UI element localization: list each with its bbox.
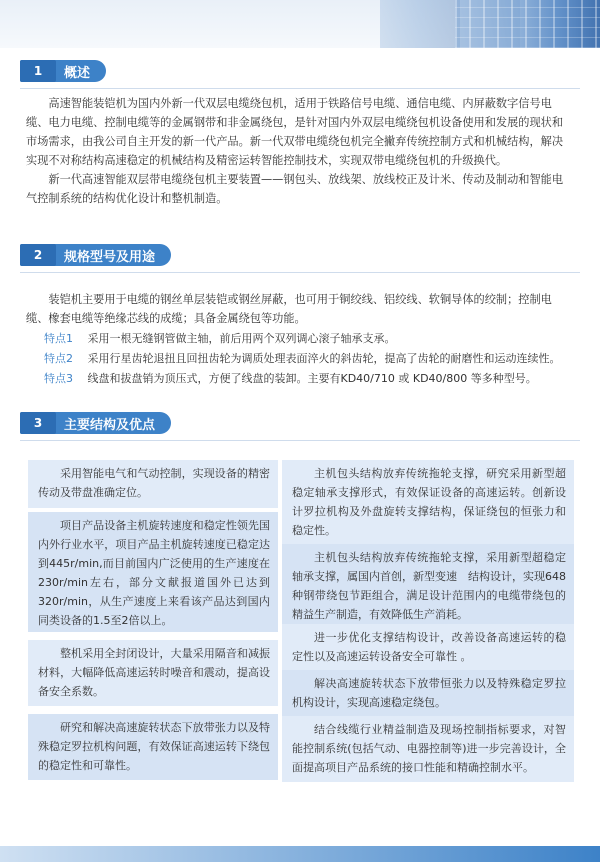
advantage-box-right-4: 解决高速旋转状态下放带恒张力以及特殊稳定罗拉机构设计，实现高速稳定绕包。 — [282, 670, 574, 716]
advantage-box-right-2: 主机包头结构放弃传统拖轮支撑，采用新型超稳定轴承支撑，属国内首创，新型变速 结构设计，实现648种钢带绕包节距组合，满足设计范围内的电缆带绕包的精益生产制造，有效降低生产消耗。 — [282, 544, 574, 630]
advantage-box-right-1: 主机包头结构放弃传统拖轮支撑，研究采用新型超稳定轴承支撑形式，有效保证设备的高速运转。创新设计罗拉机构及外盘旋转支撑结构，保证绕包的恒张力和稳定性。 — [282, 460, 574, 546]
section-title: 规格型号及用途 — [64, 249, 156, 265]
building-windows-graphic — [455, 0, 600, 48]
feature-text: 采用一根无缝钢管做主轴，前后用两个双列调心滚子轴承支承。 — [87, 332, 396, 345]
section-header-overview — [20, 60, 106, 82]
spec-paragraph: 装铠机主要用于电缆的钢丝单层装铠或钢丝屏蔽，也可用于铜绞线、铝绞线、软铜导体的绞制；控制电缆、橡套电缆等绝缘芯线的成缆；具备金属绕包等功能。 — [26, 293, 552, 325]
feature-label: 特点3 — [44, 372, 73, 385]
feature-item — [44, 370, 584, 388]
section-divider — [20, 272, 580, 273]
advantage-box-right-3: 进一步优化支撑结构设计，改善设备高速运转的稳定性以及高速运转设备安全可靠性 。 — [282, 624, 574, 670]
section-divider — [20, 440, 580, 441]
overview-paragraph-2: 新一代高速智能双层带电缆绕包机主要装置——钢包头、放线架、放线校正及计米、传动及制动和智能电气控制系统的结构优化设计和整机制造。 — [26, 173, 564, 205]
feature-label: 特点1 — [44, 332, 73, 345]
section-title: 主要结构及优点 — [64, 417, 156, 433]
advantage-box-right-5: 结合线缆行业精益制造及现场控制指标要求，对智能控制系统(包括气动、电器控制等)进一步完善设计，全面提高项目产品系统的接口性能和精确控制水平。 — [282, 716, 574, 782]
footer-bar — [0, 846, 600, 862]
advantage-box-left-4: 研究和解决高速旋转状态下放带张力以及特殊稳定罗拉机构问题，有效保证高速运转下绕包的稳定性和可靠性。 — [28, 714, 278, 780]
section-number: 1 — [20, 60, 56, 82]
feature-label: 特点2 — [44, 352, 73, 365]
feature-text: 线盘和拔盘销为顶压式，方便了线盘的装卸。主要有KD40/710 或 KD40/800 等多种型号。 — [87, 372, 537, 385]
section-number: 2 — [20, 244, 56, 266]
advantage-box-left-3: 整机采用全封闭设计，大量采用隔音和减振材料，大幅降低高速运转时噪音和震动，提高设备安全系数。 — [28, 640, 278, 706]
section-number: 3 — [20, 412, 56, 434]
feature-text: 采用行星齿轮退扭且回扭齿轮为调质处理表面淬火的斜齿轮，提高了齿轮的耐磨性和运动连续性。 — [87, 352, 561, 365]
feature-item — [44, 350, 584, 368]
advantage-box-left-2: 项目产品设备主机旋转速度和稳定性领先国内外行业水平，项目产品主机旋转速度已稳定达到445r/min,而目前国内广泛使用的生产速度在230r/min左右，部分文献报道国外已达到320r/min，从生产速度上来看该产品达到国内同类设备的1.5至2倍以上。 — [28, 512, 278, 632]
section-header-spec — [20, 244, 171, 266]
advantage-box-left-1: 采用智能电气和气动控制，实现设备的精密传动及带盘准确定位。 — [28, 460, 278, 508]
building-graphic — [380, 0, 460, 48]
section-divider — [20, 88, 580, 89]
feature-item — [44, 330, 584, 348]
section-header-advantages — [20, 412, 171, 434]
overview-paragraph-1: 高速智能装铠机为国内外新一代双层电缆绕包机，适用于铁路信号电缆、通信电缆、内屏蔽数字信号电缆、电力电缆、控制电缆等的金属钢带和非金属绕包，是针对国内外双层电缆绕包机设备使用和发展的现状和市场需求，由我公司自主开发的新一代产品。新一代双带电缆绕包机完全撇弃传统控制方式和机械结构，解决实现不对称结构高速稳定的机械结构及精密运转智能控制技术，实现双带电缆绕包机的升级换代。 — [26, 97, 564, 167]
header-banner-image — [0, 0, 600, 48]
section-title: 概述 — [64, 65, 91, 81]
